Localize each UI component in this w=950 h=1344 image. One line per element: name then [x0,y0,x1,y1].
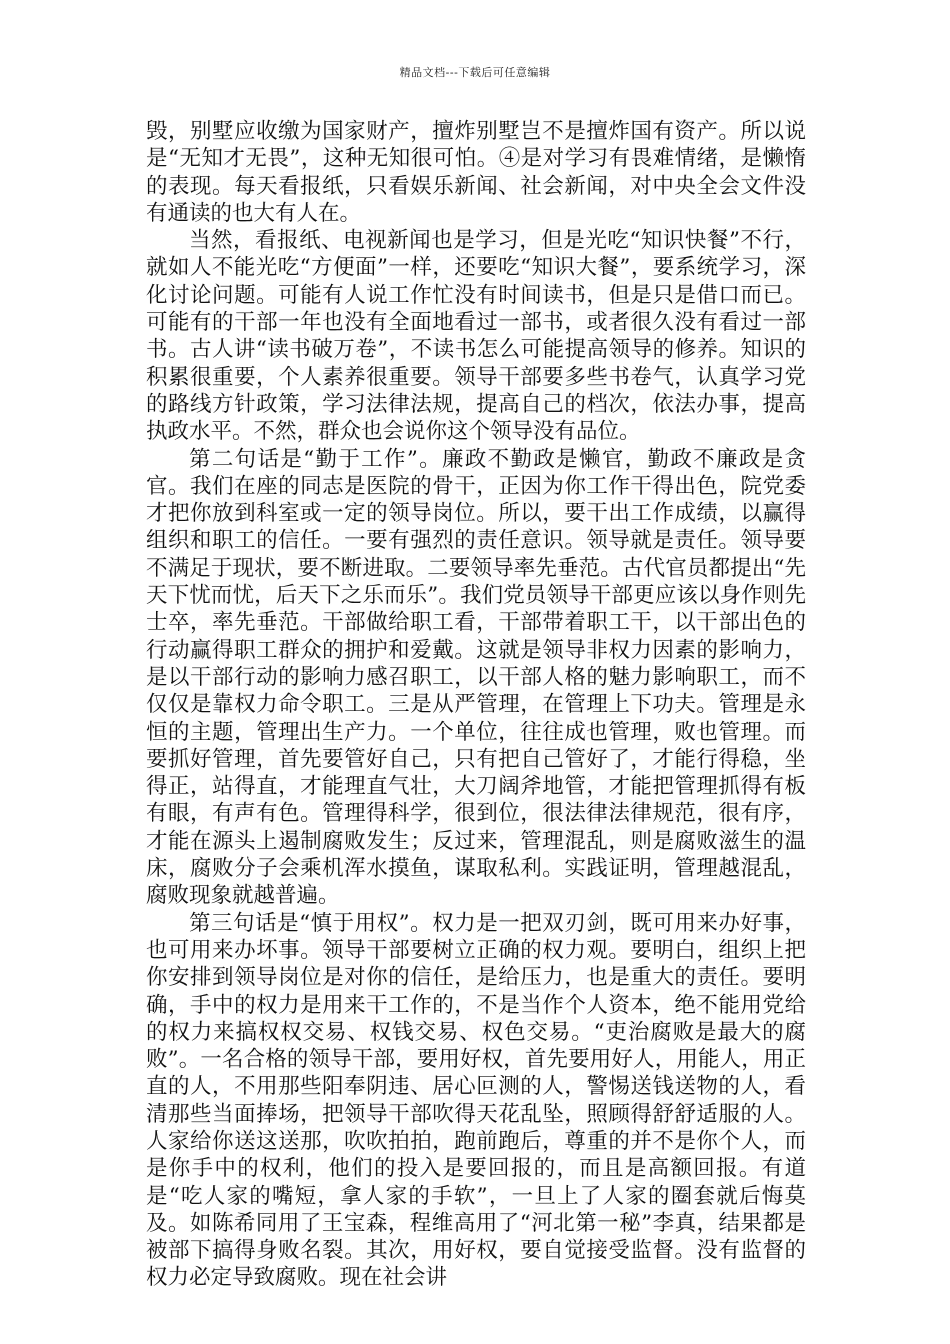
paragraph-4: 第三句话是“慎于用权”。权力是一把双刃剑，既可用来办好事，也可用来办坏事。领导干部要树立正确的权力观。要明白，组织上把你安排到领导岗位是对你的信任，是给压力，也是重大的责任。要明确，手中的权力是用来干工作的，不是当作个人资本，绝不能用党给的权力来搞权权交易、权钱交易、权色交易。“吏治腐败是最大的腐败”。一名合格的领导干部，要用好权，首先要用好人，用能人，用正直的人，不用那些阳奉阴违、居心叵测的人，警惕送钱送物的人，看清那些当面捧场，把领导干部吹得天花乱坠，照顾得舒舒适服的人。人家给你送这送那，吹吹拍拍，跑前跑后，尊重的并不是你个人，而是你手中的权利，他们的投入是要回报的，而且是高额回报。有道是“吃人家的嘴短，拿人家的手软”，一旦上了人家的圈套就后悔莫及。如陈希同用了王宝森，程维高用了“河北第一秘”李真，结果都是被部下搞得身败名裂。其次，用好权，要自觉接受监督。没有监督的权力必定导致腐败。现在社会讲 [146,910,806,1291]
paragraph-2: 当然，看报纸、电视新闻也是学习，但是光吃“知识快餐”不行，就如人不能光吃“方便面”一样，还要吃“知识大餐”，要系统学习，深化讨论问题。可能有人说工作忙没有时间读书，但是只是借口而已。可能有的干部一年也没有全面地看过一部书，或者很久没有看过一部书。古人讲“读书破万卷”，不读书怎么可能提高领导的修养。知识的积累很重要，个人素养很重要。领导干部要多些书卷气，认真学习党的路线方针政策，学习法律法规，提高自己的档次，依法办事，提高执政水平。不然，群众也会说你这个领导没有品位。 [146,228,806,445]
page-header: 精品文档---下载后可任意编辑 [399,66,551,79]
paragraph-1: 毁，别墅应收缴为国家财产，擅炸别墅岂不是擅炸国有资产。所以说是“无知才无畏”，这种无知很可怕。④是对学习有畏难情绪，是懒惰的表现。每天看报纸，只看娱乐新闻、社会新闻，对中央全会文件没有通读的也大有人在。 [146,119,806,226]
document-body [146,118,806,1292]
paragraph-3: 第二句话是“勤于工作”。廉政不勤政是懒官，勤政不廉政是贪官。我们在座的同志是医院的骨干，正因为你工作干得出色，院党委才把你放到科室或一定的领导岗位。所以，要干出工作成绩，以赢得组织和职工的信任。一要有强烈的责任意识。领导就是责任。领导要不满足于现状，要不断进取。二要领导率先垂范。古代官员都提出“先天下忧而忧，后天下之乐而乐”。我们党员领导干部更应该以身作则先士卒，率先垂范。干部做给职工看，干部带着职工干，以干部出色的行动赢得职工群众的拥护和爱戴。这就是领导非权力因素的影响力，是以干部行动的影响力感召职工，以干部人格的魅力影响职工，而不仅仅是靠权力命令职工。三是从严管理，在管理上下功夫。管理是永恒的主题，管理出生产力。一个单位，往往成也管理，败也管理。而要抓好管理，首先要管好自己，只有把自己管好了，才能行得稳，坐得正，站得直，才能理直气壮，大刀阔斧地管，才能把管理抓得有板有眼，有声有色。管理得科学，很到位，很法律法律规范，很有序，才能在源头上遏制腐败发生；反过来，管理混乱，则是腐败滋生的温床，腐败分子会乘机浑水摸鱼，谋取私利。实践证明，管理越混乱，腐败现象就越普遍。 [146,446,806,909]
